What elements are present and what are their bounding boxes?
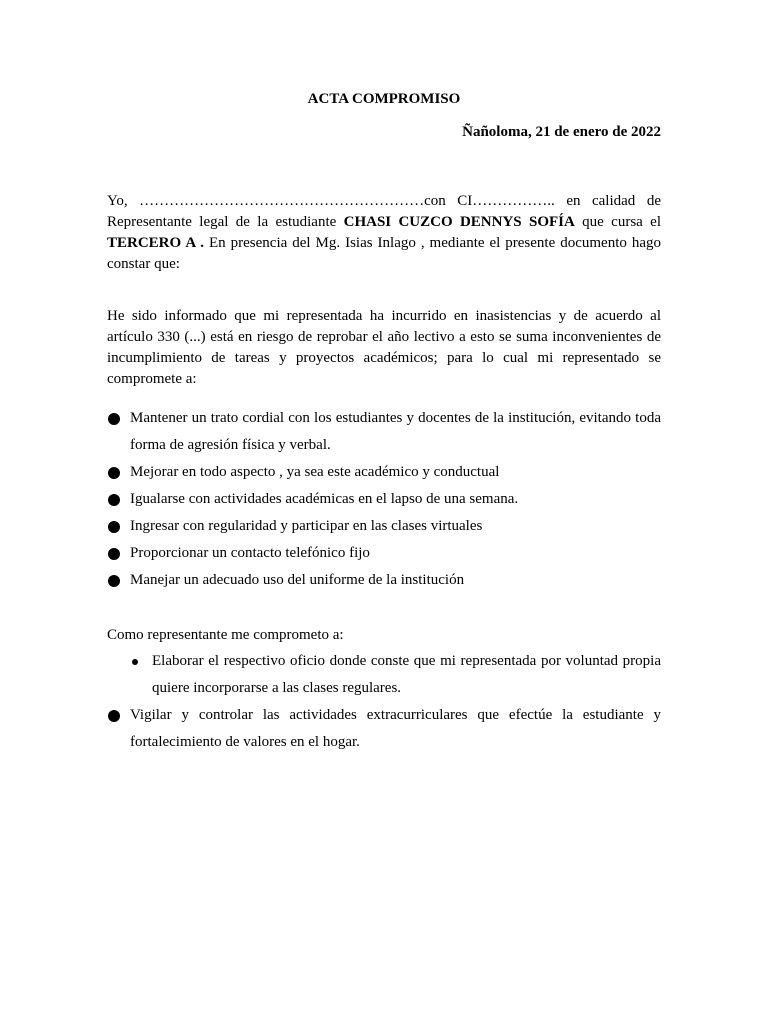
list-item-text: Mejorar en todo aspecto , ya sea este académico y conductual <box>130 464 500 480</box>
list-item-text: Manejar un adecuado uso del uniforme de la institución <box>130 572 465 588</box>
bullet-icon <box>108 710 120 722</box>
list-item-text: Mantener un trato cordial con los estudiantes y docentes de la institución, evitando toda forma de agresión física y verbal. <box>130 410 661 453</box>
list-item <box>130 648 661 702</box>
list-item-text: Igualarse con actividades académicas en el lapso de una semana. <box>130 491 519 507</box>
list-item-text: Ingresar con regularidad y participar en las clases virtuales <box>130 518 483 534</box>
bullet-icon <box>108 467 120 479</box>
statement-paragraph: He sido informado que mi representada ha incurrido en inasistencias y de acuerdo al artículo 330 (...) está en riesgo de reprobar el año lectivo a esto se suma inconvenientes de incumplimiento de tareas y proyectos académicos; para lo cual mi representado se compromete a: <box>107 308 661 387</box>
document-title: ACTA COMPROMISO <box>307 91 461 107</box>
list-item-text: Vigilar y controlar las actividades extracurriculares que efectúe la estudiante y fortalecimiento de valores en el hogar. <box>130 707 661 750</box>
list-item-text: Proporcionar un contacto telefónico fijo <box>130 545 370 561</box>
intro-text-2: que cursa el <box>574 214 661 230</box>
list-item <box>107 459 661 486</box>
list-item <box>107 702 661 756</box>
student-commitments-list <box>107 405 661 594</box>
small-bullet-icon <box>132 659 138 665</box>
representative-list <box>107 702 661 756</box>
bullet-icon <box>108 413 120 425</box>
bullet-icon <box>108 575 120 587</box>
bullet-icon <box>108 548 120 560</box>
list-item <box>107 405 661 459</box>
list-item-text: Elaborar el respectivo oficio donde conste que mi representada por voluntad propia quiere incorporarse a las clases regulares. <box>152 653 661 696</box>
bullet-icon <box>108 494 120 506</box>
list-item <box>107 486 661 513</box>
student-grade: TERCERO A . <box>107 235 205 251</box>
bullet-icon <box>108 521 120 533</box>
place-date: Ñañoloma, 21 de enero de 2022 <box>462 124 661 140</box>
representative-heading: Como representante me comprometo a: <box>107 627 344 643</box>
list-item <box>107 567 661 594</box>
intro-text-3: En presencia del Mg. Isias Inlago , mediante el presente documento hago constar que: <box>107 235 661 272</box>
representative-sub-list <box>130 648 661 702</box>
list-item <box>107 540 661 567</box>
list-item <box>107 513 661 540</box>
intro-text-1: Yo, …………………………………………………con CI…………….. en calidad de Representante legal de la estudiante <box>107 193 661 230</box>
student-name: CHASI CUZCO DENNYS SOFÍA <box>343 214 575 230</box>
intro-paragraph <box>107 191 661 275</box>
